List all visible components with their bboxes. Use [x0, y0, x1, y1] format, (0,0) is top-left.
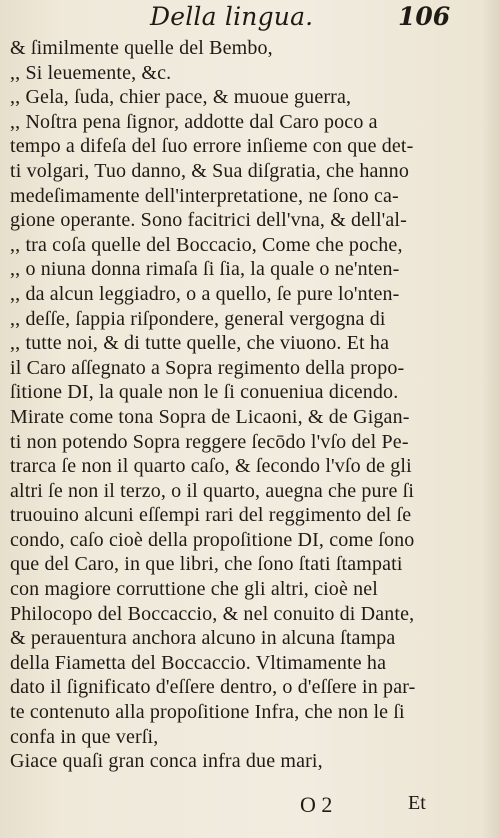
text-line: della Fiametta del Boccaccio. Vltimamente ha: [10, 651, 387, 674]
text-line: ,, tra coſa quelle del Boccacio, Come che poche,: [10, 233, 403, 256]
text-line: truouino alcuni eſſempi rari del reggimento del ſe: [10, 504, 412, 527]
text-line: medeſimamente dell'interpretatione, ne ſono ca-: [10, 184, 399, 207]
text-line: ſitione DI, la quale non le ſi conueniua dicendo.: [10, 381, 399, 404]
page-number: 106: [398, 2, 451, 31]
catchword: Et: [408, 792, 426, 814]
text-line: que del Caro, in que libri, che ſono ſtati ſtampati: [10, 553, 403, 576]
text-line: Giace quaſi gran conca infra due mari,: [10, 750, 323, 773]
signature-mark: O 2: [300, 792, 333, 817]
text-line: condo, caſo cioè della propoſitione DI, come ſono: [10, 528, 415, 551]
text-line: ,, tutte noi, & di tutte quelle, che viuono. Et ha: [10, 332, 390, 355]
text-line: ,, Noſtra pena ſignor, addotte dal Caro poco a: [10, 110, 378, 133]
text-line: Philocopo del Boccaccio, & nel conuito di Dante,: [10, 602, 415, 625]
text-line: gione operante. Sono facitrici dell'vna, & dell'al-: [10, 209, 407, 232]
body-text: [10, 36, 460, 774]
page-edge-shadow: [482, 0, 500, 838]
text-line: dato il ſignificato d'eſſere dentro, o d'eſſere in par-: [10, 676, 416, 699]
text-line: altri ſe non il terzo, o il quarto, auegna che pure ſi: [10, 479, 415, 502]
text-line: ,, da alcun leggiadro, o a quello, ſe pure lo'nten-: [10, 282, 400, 305]
text-line: confa in que verſi,: [10, 725, 159, 748]
text-line: ,, deſſe, ſappia riſpondere, general vergogna di: [10, 307, 386, 330]
text-line: & perauentura anchora alcuno in alcuna ſtampa: [10, 627, 396, 650]
text-line: ,, Gela, ſuda, chier pace, & muoue guerra,: [10, 86, 352, 109]
page-header: [0, 2, 500, 36]
text-line: il Caro aſſegnato a Sopra regimento della propo-: [10, 356, 405, 379]
text-line: & ſimilmente quelle del Bembo,: [10, 37, 273, 59]
text-line: ,, Si leuemente, &c.: [10, 61, 172, 84]
text-line: tempo a difeſa del ſuo errore inſieme con que det-: [10, 135, 414, 158]
page-footer: [0, 792, 500, 828]
text-line: te contenuto alla propoſitione Infra, che non le ſi: [10, 701, 405, 724]
text-line: ti non potendo Sopra reggere ſecōdo l'vſo del Pe-: [10, 430, 409, 453]
text-line: ti volgari, Tuo danno, & Sua diſgratia, che hanno: [10, 159, 409, 182]
running-title: Della lingua.: [150, 2, 314, 31]
text-line: ,, o niuna donna rimaſa ſi ſia, la quale o ne'nten-: [10, 258, 400, 281]
text-line: con magiore corruttione che gli altri, cioè nel: [10, 578, 379, 601]
text-line: trarca ſe non il quarto caſo, & ſecondo l'vſo de gli: [10, 455, 412, 478]
text-line: Mirate come tona Sopra de Licaoni, & de Gigan-: [10, 405, 410, 428]
